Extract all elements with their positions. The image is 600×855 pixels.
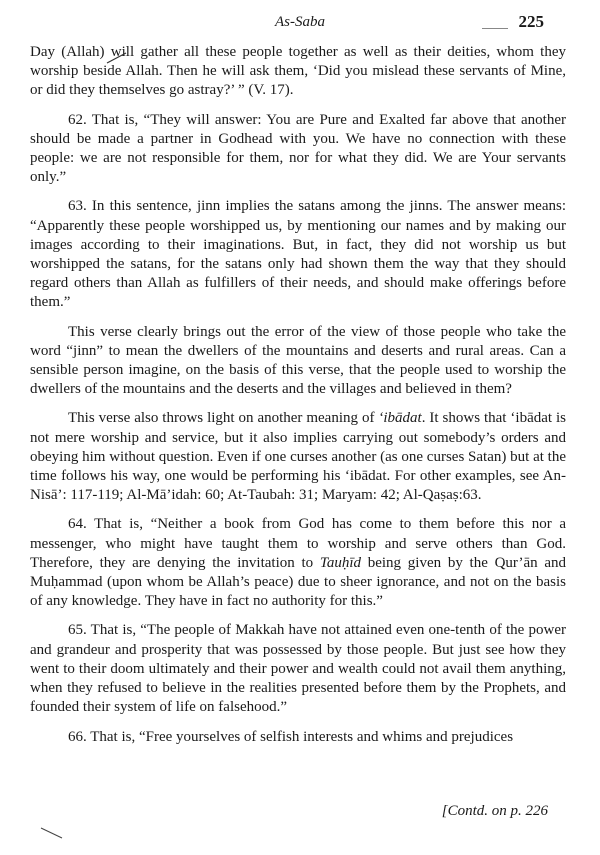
- text-run: being given by the Qur’ān and Muḥammad (upon whom be Allah’s peace) due to sheer ignorance, and not on the basis of any knowledge. They have in fact no authority for this.”: [30, 554, 567, 610]
- body-text: [30, 43, 566, 757]
- pen-mark-icon: [40, 826, 64, 840]
- running-title: As-Saba: [275, 14, 325, 30]
- header-rule: [482, 28, 508, 29]
- italic-term: ‘ibādat: [378, 410, 422, 427]
- text-run: This verse also throws light on another meaning of: [68, 410, 379, 427]
- italic-term: Tauḥīd: [319, 554, 362, 571]
- continued-note: [Contd. on p. 226: [441, 803, 548, 819]
- page-header: [0, 12, 600, 36]
- text-run: . It shows that ‘ibādat is not mere worship and service, but it also implies carrying out somebody’s orders and obeying him without question. Even if one curses another (as one curses Satan) but at the time follows his way, one would be performing his ‘ibādat. For other examples, see An-Nisā’: 117-119; Al-Mā’idah: 60; At-Taubah: 31; Maryam: 42; Al-Qaṣaṣ:63.: [30, 410, 566, 504]
- note-65: 65. That is, “The people of Makkah have not attained even one-tenth of the power and grandeur and prosperity that was possessed by those people. But just see how they went to their doom ultimately and their power and wealth could not avail them anything, when they refused to believe in the realities presented before them by the Prophets, and founded their system of life on falsehood.”: [30, 622, 566, 716]
- note-63: 63. In this sentence, jinn implies the satans among the jinns. The answer means: “Apparently these people worshipped us, by mentioning our names and by making our images according to their imaginations. But, in fact, they did not worship us but worshipped the satans, for the satans only had shown them the way that they should regard others than Allah as fulfillers of their needs, and should make offerings before them.”: [30, 198, 566, 311]
- pen-mark-icon: [106, 52, 128, 64]
- note-66: 66. That is, “Free yourselves of selfish interests and whims and prejudices: [68, 728, 514, 745]
- note-62: 62. That is, “They will answer: You are Pure and Exalted far above that another should be made a partner in Godhead with you. We have no connection with these people: we are not responsible for them, nor for what they did. We are Your servants only.”: [30, 111, 566, 186]
- continuation-paragraph: Day (Allah) will gather all these people together as well as their deities, whom they worship beside Allah. Then he will ask them, ‘Did you mislead these servants of Mine, or did they themselves go astray?’ ” (V. 17).: [30, 44, 566, 99]
- note-64: [30, 515, 566, 611]
- note-63-paragraph-2: This verse clearly brings out the error of the view of those people who take the word “jinn” to mean the dwellers of the mountains and deserts and rural areas. Can a sensible person imagine, on the basis of this verse, that the people used to worship the dwellers of the mountains and the deserts and the villages and believed in them?: [30, 323, 566, 398]
- page-number: 225: [518, 12, 544, 31]
- text-run: 64. That is, “Neither a book from God has come to them before this nor a messenger, who might have taught them to worship and serve others than God. Therefore, they are denying the invitation to: [30, 516, 566, 571]
- note-63-paragraph-3: [30, 409, 566, 505]
